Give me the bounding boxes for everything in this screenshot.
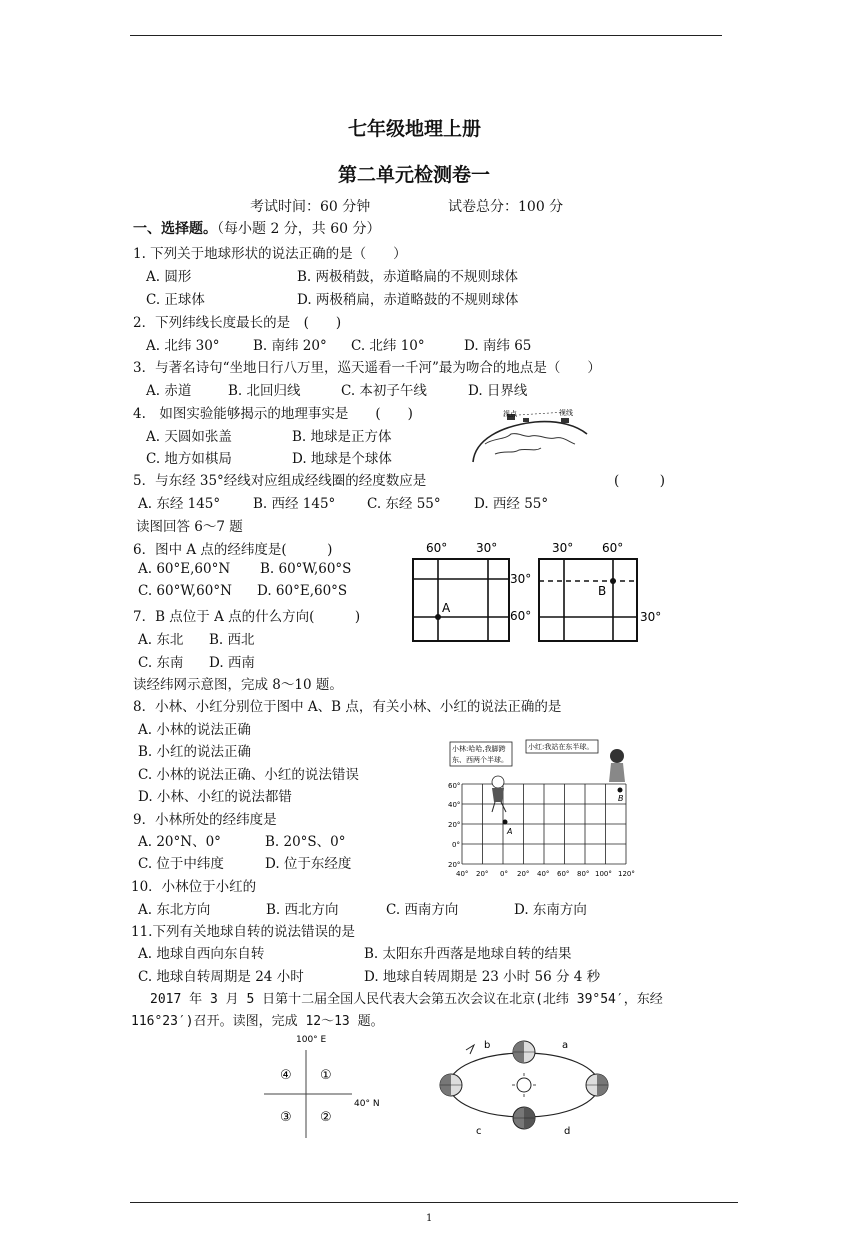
q9-option-c: C. 位于中纬度 [138, 856, 224, 872]
bubble-lin-line1: 小林:哈哈,我脚跨 [452, 745, 506, 753]
q9-option-b: B. 20°S、0° [265, 834, 346, 850]
question-2: 2．下列纬线长度最长的是 ( ) [133, 315, 342, 331]
q10-option-c: C. 西南方向 [386, 902, 459, 918]
orbit-label-c: c [476, 1126, 482, 1137]
q1-option-c: C. 正球体 [146, 292, 205, 308]
quadrant-3: ③ [280, 1110, 292, 1125]
earth-orbit-figure [434, 1030, 614, 1140]
right-grid-side-label: 30° [640, 610, 662, 624]
q3-option-b: B. 北回归线 [228, 383, 301, 399]
right-grid-top-label-1: 30° [552, 541, 574, 555]
total-score: 试卷总分：100 分 [448, 199, 564, 215]
q12-intro-line1: 2017 年 3 月 5 日第十二届全国人民代表大会第五次会议在北京(北纬 39°54′，东经 [150, 992, 663, 1007]
q5-option-c: C. 东经 55° [367, 496, 441, 512]
right-grid-top-label-2: 60° [602, 541, 624, 555]
question-11: 11.下列有关地球自转的说法错误的是 [131, 924, 355, 940]
kids-point-b-label: B [618, 794, 624, 803]
q2-option-c: C. 北纬 10° [351, 338, 425, 354]
quadrant-2: ② [320, 1110, 332, 1125]
q1-option-a: A. 圆形 [146, 269, 192, 285]
q8-option-d: D. 小林、小红的说法都错 [138, 789, 292, 805]
q4-option-a: A. 天圆如张盖 [146, 429, 232, 445]
kids-lon-label-8: 100° [595, 870, 612, 878]
q3-option-c: C. 本初子午线 [341, 383, 427, 399]
q6-option-c: C. 60°W,60°N [138, 583, 232, 599]
question-9: 9．小林所处的经纬度是 [133, 812, 277, 828]
orbit-label-d: d [564, 1126, 571, 1137]
exam-time: 考试时间：60 分钟 [250, 199, 371, 215]
question-1: 1. 下列关于地球形状的说法正确的是（ ） [133, 246, 407, 262]
earth-right [586, 1074, 608, 1096]
q10-option-a: A. 东北方向 [138, 902, 211, 918]
q1-option-d: D. 两极稍扁，赤道略鼓的不规则球体 [297, 292, 519, 308]
xiaolin-figure [492, 776, 504, 788]
q11-option-c: C. 地球自转周期是 24 小时 [138, 969, 304, 985]
kids-point-a-label: A [507, 827, 513, 836]
q4-option-c: C. 地方如棋局 [146, 451, 232, 467]
point-a-label: A [442, 601, 451, 615]
q2-option-b: B. 南纬 20° [253, 338, 327, 354]
quadrant-1: ① [320, 1068, 332, 1083]
left-grid-side-label-2: 60° [510, 609, 532, 623]
kids-point-b-marker [618, 788, 623, 793]
earth-ship-figure [465, 404, 595, 466]
orbit-label-a: a [562, 1040, 569, 1051]
kids-point-a-marker [503, 820, 508, 825]
sun-icon [517, 1078, 531, 1092]
q8-option-c: C. 小林的说法正确、小红的说法错误 [138, 767, 359, 783]
q3-option-a: A. 赤道 [146, 383, 192, 399]
q4-option-b: B. 地球是正方体 [292, 429, 392, 445]
left-grid-top-label-1: 60° [426, 541, 448, 555]
earth-bottom [513, 1107, 535, 1129]
q4-option-d: D. 地球是个球体 [292, 451, 392, 467]
earth-top [513, 1041, 535, 1063]
footer-rule [130, 1202, 738, 1203]
doc-subtitle: 第二单元检测卷一 [338, 164, 491, 186]
q5-option-a: A. 东经 145° [138, 496, 221, 512]
question-8: 8．小林、小红分别位于图中 A、B 点，有关小林、小红的说法正确的是 [133, 699, 562, 715]
kids-lat-label-40: 40° [448, 801, 461, 809]
q7-option-d: D. 西南 [209, 655, 255, 671]
q8-option-a: A. 小林的说法正确 [138, 722, 251, 738]
q5-option-d: D. 西经 55° [474, 496, 549, 512]
earth-left [440, 1074, 462, 1096]
kids-lat-label-20s: 20° [448, 861, 461, 869]
kids-lon-label-9: 120° [618, 870, 635, 878]
q12-intro-line2: 116°23′)召开。读图，完成 12～13 题。 [131, 1014, 384, 1029]
bubble-lin-line2: 东、西两个半球。 [452, 756, 508, 764]
read-instruction-8-10: 读经纬网示意图，完成 8～10 题。 [133, 677, 343, 693]
kids-grid-figure [446, 738, 642, 878]
section-title: 一、选择题。 [133, 221, 217, 237]
quadrant-4: ④ [280, 1068, 292, 1083]
point-b-marker [610, 578, 616, 584]
doc-title: 七年级地理上册 [348, 118, 482, 140]
q6-option-d: D. 60°E,60°S [257, 583, 348, 599]
section-note: （每小题 2 分，共 60 分） [217, 221, 381, 237]
q9-option-d: D. 位于东经度 [265, 856, 352, 872]
ship-label-viewpoint: 视点 [503, 410, 517, 418]
question-10: 10．小林位于小红的 [131, 879, 257, 895]
left-grid-side-label-1: 30° [510, 572, 532, 586]
kids-lat-label-20n: 20° [448, 821, 461, 829]
q11-option-a: A. 地球自西向东自转 [138, 946, 265, 962]
kids-lon-label-4: 20° [517, 870, 530, 878]
question-6: 6．图中 A 点的经纬度是( ) [133, 542, 333, 558]
q6-option-b: B. 60°W,60°S [260, 561, 352, 577]
q7-option-b: B. 西北 [209, 632, 255, 648]
kids-lon-label-7: 80° [577, 870, 590, 878]
orbit-label-b: b [484, 1040, 491, 1051]
header-rule [130, 35, 722, 36]
point-b-label: B [598, 584, 607, 598]
quadrant-right-label: 40° N [354, 1099, 380, 1109]
q5-option-b: B. 西经 145° [253, 496, 336, 512]
kids-lat-label-60: 60° [448, 782, 461, 790]
quadrant-top-label: 100° E [296, 1035, 327, 1045]
q2-option-d: D. 南纬 65 [464, 338, 532, 354]
kids-lon-label-6: 60° [557, 870, 570, 878]
q10-option-b: B. 西北方向 [266, 902, 339, 918]
q1-option-b: B. 两极稍鼓，赤道略扁的不规则球体 [297, 269, 519, 285]
q2-option-a: A. 北纬 30° [146, 338, 220, 354]
q11-option-b: B. 太阳东升西落是地球自转的结果 [364, 946, 572, 962]
q8-option-b: B. 小红的说法正确 [138, 744, 252, 760]
xiaohong-figure [610, 749, 624, 763]
kids-lon-label-5: 40° [537, 870, 550, 878]
question-5: 5．与东经 35°经线对应组成经线圈的经度数应是 [133, 473, 427, 489]
page-number: 1 [426, 1213, 433, 1224]
kids-lon-label-3: 0° [500, 870, 508, 878]
kids-lon-label-1: 40° [456, 870, 469, 878]
lat-lon-grid-figure [412, 537, 672, 645]
quadrant-figure [262, 1030, 392, 1140]
kids-lon-label-2: 20° [476, 870, 489, 878]
q6-option-a: A. 60°E,60°N [138, 561, 231, 577]
point-a-marker [435, 614, 441, 620]
left-grid-top-label-2: 30° [476, 541, 498, 555]
q5-answer-paren: ( ) [614, 473, 666, 489]
question-7: 7．B 点位于 A 点的什么方向( ) [133, 609, 361, 625]
kids-lat-label-0: 0° [452, 841, 460, 849]
question-3: 3．与著名诗句“坐地日行八万里，巡天遥看一千河”最为吻合的地点是（ ） [133, 360, 601, 376]
bubble-hong: 小红:我站在东半球。 [528, 743, 594, 751]
q10-option-d: D. 东南方向 [514, 902, 587, 918]
q9-option-a: A. 20°N、0° [138, 834, 221, 850]
question-4: 4. 如图实验能够揭示的地理事实是 ( ) [133, 406, 413, 422]
q7-option-a: A. 东北 [138, 632, 184, 648]
section-heading [133, 218, 381, 238]
read-instruction-6-7: 读图回答 6～7 题 [136, 519, 243, 535]
q3-option-d: D. 日界线 [468, 383, 528, 399]
q11-option-d: D. 地球自转周期是 23 小时 56 分 4 秒 [364, 969, 601, 985]
ship-label-sightline: 视线 [559, 409, 573, 417]
q7-option-c: C. 东南 [138, 655, 184, 671]
